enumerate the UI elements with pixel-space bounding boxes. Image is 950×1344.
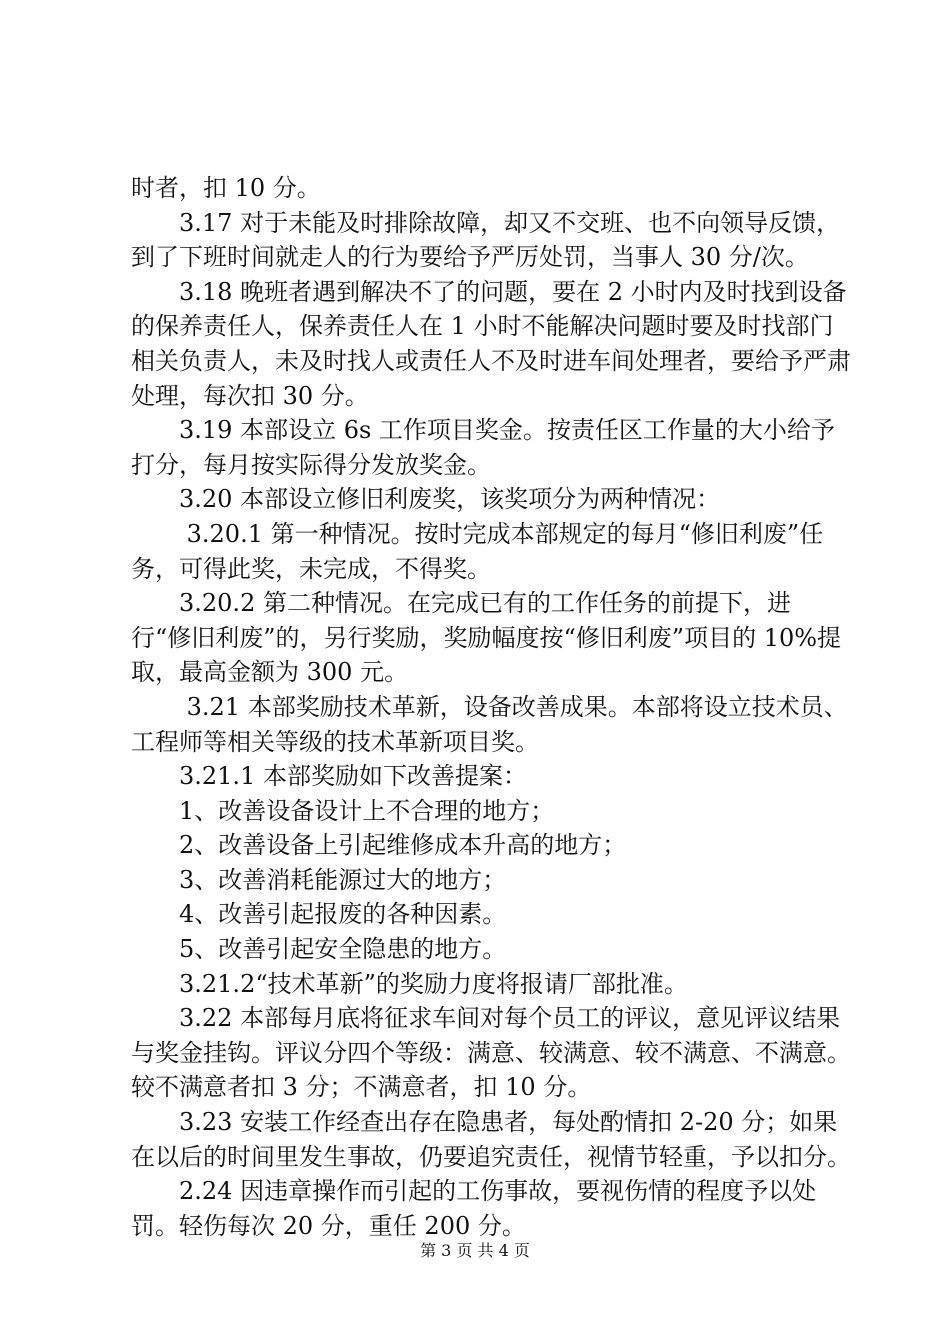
list-item-3: 3、改善消耗能源过大的地方；	[131, 865, 507, 894]
paragraph-3-17: 3.17 对于未能及时排除故障，却又不交班、也不向领导反馈，到了下班时间就走人的行为要给予严厉处罚，当事人 30 分/次。	[131, 208, 841, 272]
paragraph-3-18: 3.18 晚班者遇到解决不了的问题，要在 2 小时内及时找到设备的保养责任人，保养责任人在 1 小时不能解决问题时要及时找部门相关负责人，未及时找人或责任人不及时进车间处理者，要给予严肃处理，每次扣 30 分。	[131, 277, 851, 410]
paragraph-3-23: 3.23 安装工作经查出存在隐患者，每处酌情扣 2-20 分；如果在以后的时间里发生事故，仍要追究责任，视情节轻重，予以扣分。	[131, 1108, 851, 1171]
document-body	[131, 171, 851, 1243]
list-item-2: 2、改善设备上引起维修成本升高的地方；	[131, 831, 627, 860]
list-item-5: 5、改善引起安全隐患的地方。	[131, 935, 507, 964]
paragraph-3-20: 3.20 本部设立修旧利废奖，该奖项分为两种情况：	[131, 485, 721, 514]
paragraph-0: 时者，扣 10 分。	[131, 174, 321, 202]
page-footer: 第 3 页 共 4 页	[420, 1241, 530, 1260]
paragraph-2-24: 2.24 因违章操作而引起的工伤事故，要视伤情的程度予以处罚。轻伤每次 20 分，重任 200 分。	[131, 1177, 817, 1240]
paragraph-3-20-2: 3.20.2 第二种情况。在完成已有的工作任务的前提下，进行“修旧利废”的，另行奖励，奖励幅度按“修旧利废”项目的 10%提取，最高金额为 300 元。	[131, 589, 842, 687]
paragraph-3-21: 3.21 本部奖励技术革新，设备改善成果。本部将设立技术员、工程师等相关等级的技术革新项目奖。	[131, 692, 848, 756]
paragraph-3-21-1: 3.21.1 本部奖励如下改善提案：	[131, 762, 527, 791]
paragraph-3-22: 3.22 本部每月底将征求车间对每个员工的评议，意见评议结果与奖金挂钩。评议分四个等级：满意、较满意、较不满意、不满意。较不满意者扣 3 分；不满意者，扣 10 分。	[131, 1004, 851, 1102]
list-item-1: 1、改善设备设计上不合理的地方；	[131, 796, 555, 825]
list-item-4: 4、改善引起报废的各种因素。	[131, 900, 507, 929]
paragraph-3-19: 3.19 本部设立 6s 工作项目奖金。按责任区工作量的大小给予打分，每月按实际得分发放奖金。	[131, 416, 835, 479]
paragraph-3-21-2: 3.21.2“技术革新”的奖励力度将报请厂部批准。	[131, 969, 688, 998]
paragraph-3-20-1: 3.20.1 第一种情况。按时完成本部规定的每月“修旧利废”任务，可得此奖，未完成，不得奖。	[131, 519, 824, 583]
